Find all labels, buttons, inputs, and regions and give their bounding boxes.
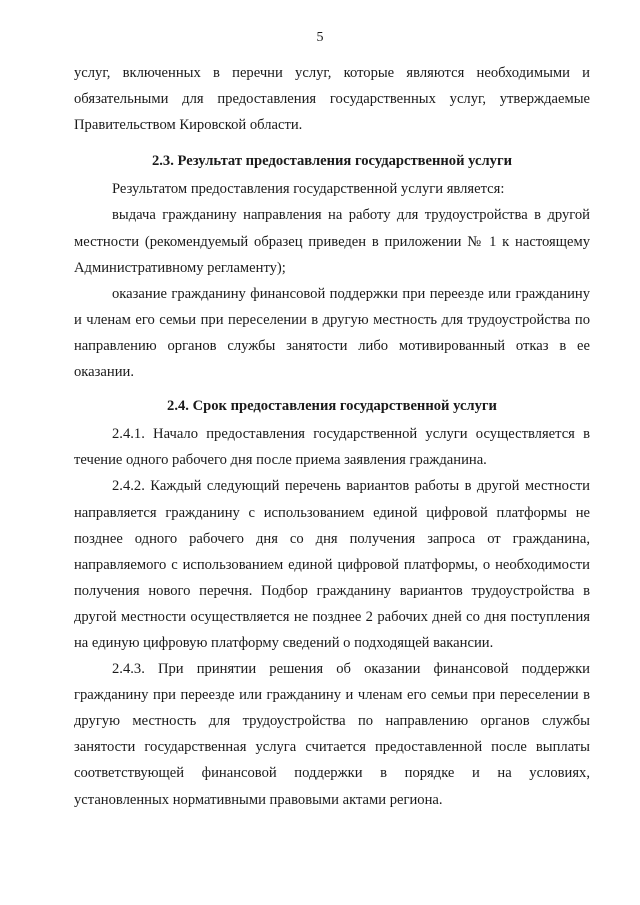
paragraph: Результатом предоставления государственной услуги является:	[112, 181, 505, 198]
paragraph-2-4-3: 2.4.3. При принятии решения об оказании финансовой поддержки гражданину при переезде или гражданину и членам его семьи при переселении в другую местность для трудоустройства по направлению органов службы занятости государственная услуга считается предоставленной после выплаты соответствующей финансовой поддержки в порядке и на условиях, установленных нормативными правовыми актами региона.	[74, 661, 590, 808]
document-body	[74, 60, 590, 813]
paragraph: выдача гражданину направления на работу для трудоустройства в другой местности (рекомендуемый образец приведен в приложении № 1 к настоящему Административному регламенту);	[74, 207, 590, 276]
paragraph-2-4-2: 2.4.2. Каждый следующий перечень вариантов работы в другой местности направляется гражданину с использованием единой цифровой платформы не позднее одного рабочего дня со дня получения запроса от гражданина, направляемого с использованием единой цифровой платформы, о необходимости получения нового перечня. Подбор гражданину вариантов трудоустройства в другой местности осуществляется не позднее 2 рабочих дней со дня поступления на единую цифровую платформу сведений о подходящей вакансии.	[74, 478, 590, 651]
section-heading-2-3: 2.3. Результат предоставления государственной услуги	[151, 153, 513, 170]
page-number: 5	[316, 30, 324, 45]
paragraph-2-4-1: 2.4.1. Начало предоставления государственной услуги осуществляется в течение одного рабочего дня после приема заявления гражданина.	[74, 426, 590, 469]
paragraph: оказание гражданину финансовой поддержки при переезде или гражданину и членам его семьи при переселении в другую местность для трудоустройства по направлению органов службы занятости либо мотивированный отказ в ее оказании.	[74, 285, 590, 381]
paragraph-continuation: услуг, включенных в перечни услуг, которые являются необходимыми и обязательными для предоставления государственных услуг, утверждаемые Правительством Кировской области.	[74, 65, 590, 134]
section-heading-2-4: 2.4. Срок предоставления государственной услуги	[167, 398, 497, 415]
